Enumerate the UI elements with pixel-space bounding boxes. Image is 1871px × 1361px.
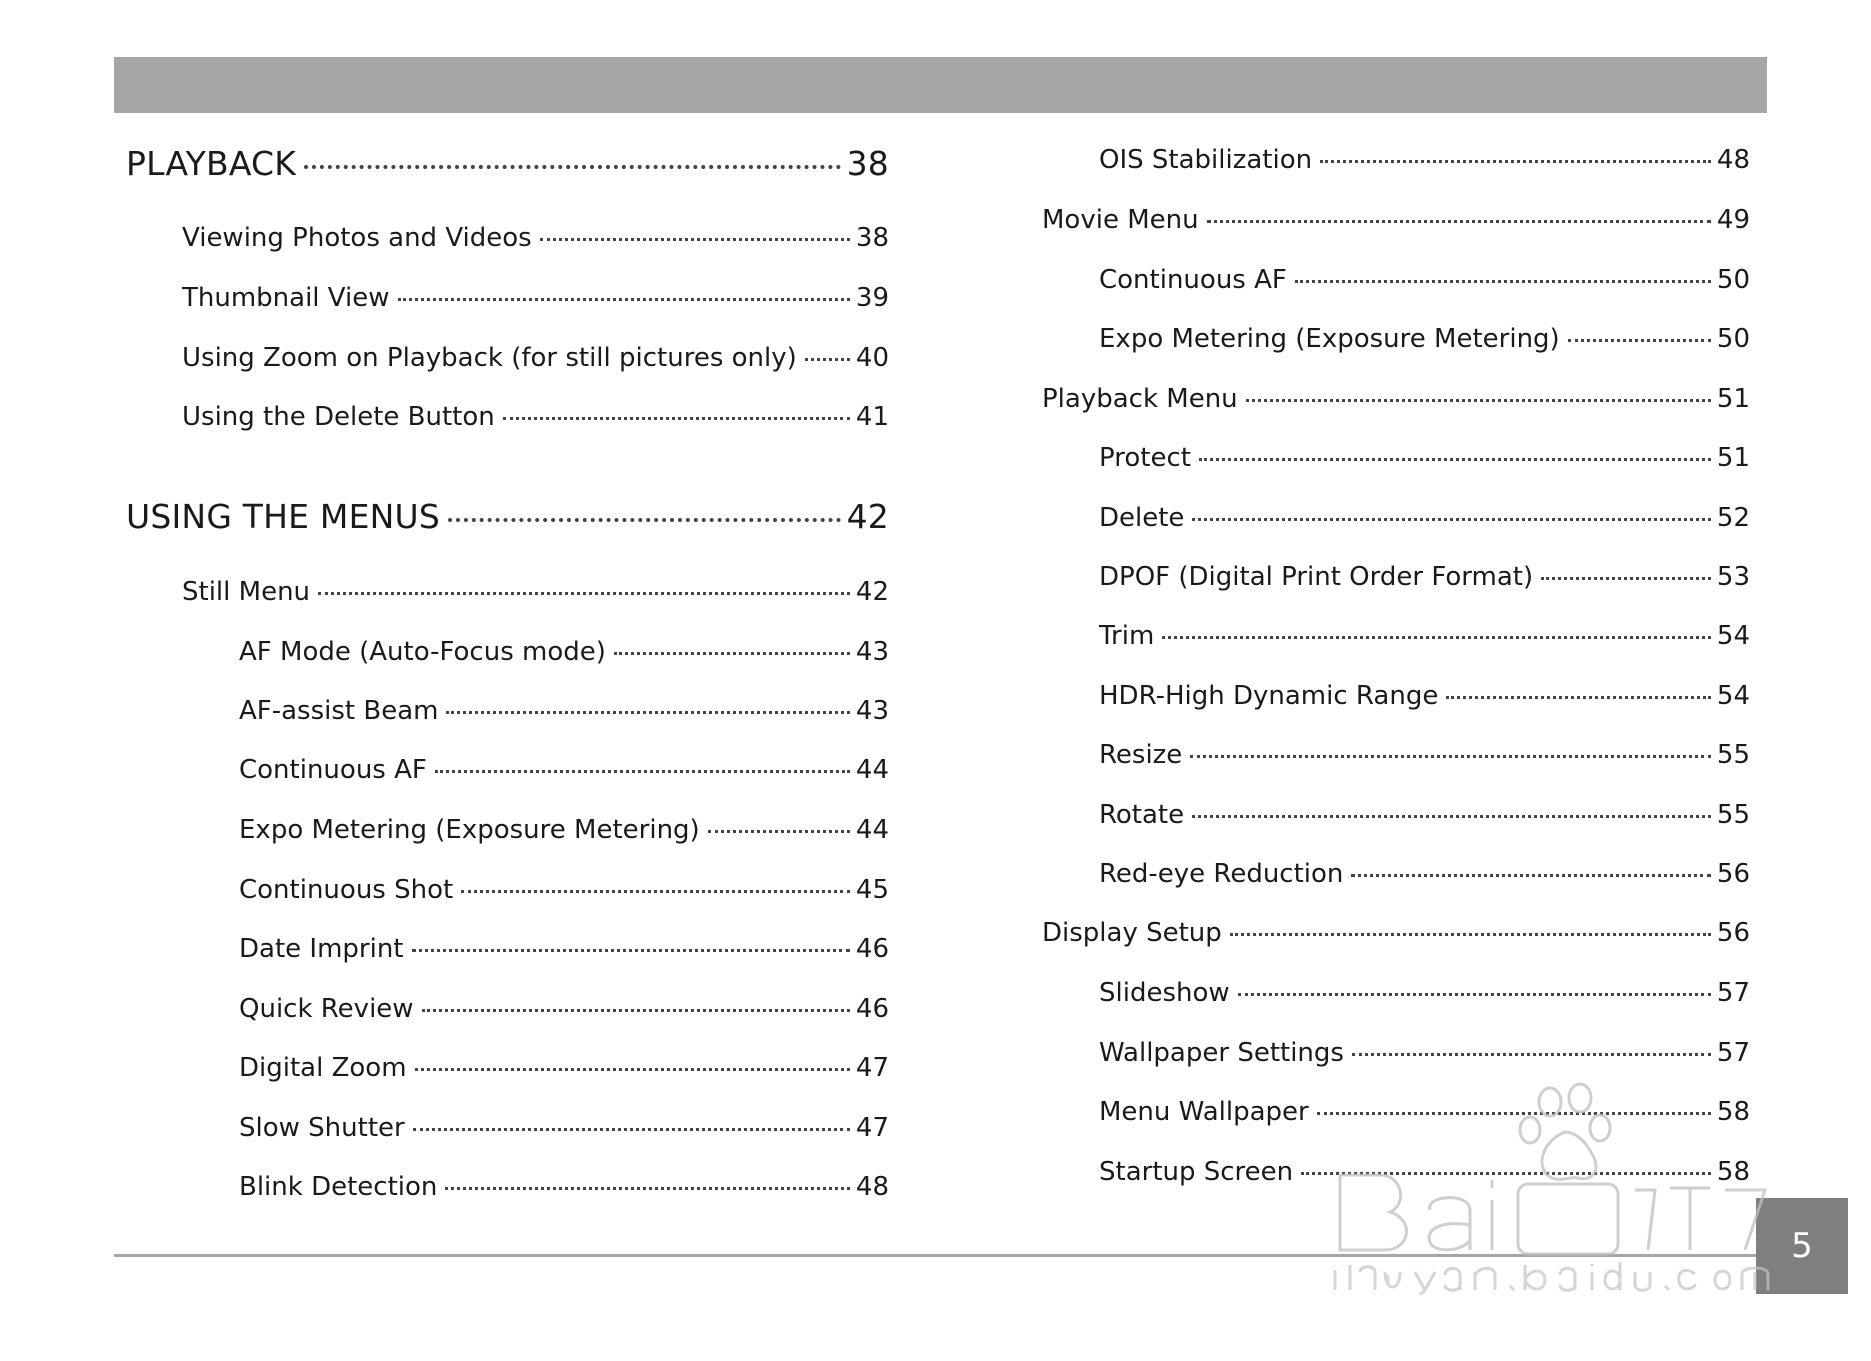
dot-leader	[1190, 755, 1711, 758]
toc-entry-page: 50	[1716, 324, 1750, 354]
toc-entry[interactable]	[1099, 145, 1750, 175]
toc-entry[interactable]	[182, 402, 889, 432]
toc-entry-page: 38	[855, 223, 889, 253]
dot-leader	[461, 890, 850, 893]
toc-entry-page: 43	[855, 637, 889, 667]
dot-leader	[1317, 1112, 1711, 1115]
dot-leader	[445, 1187, 850, 1190]
toc-entry[interactable]	[1099, 562, 1750, 592]
toc-entry-title: Startup Screen	[1099, 1157, 1294, 1187]
toc-entry-title: Playback Menu	[1042, 384, 1238, 414]
toc-entry[interactable]	[1099, 621, 1750, 651]
page-number: 5	[1791, 1226, 1813, 1266]
toc-entry-title: Red-eye Reduction	[1099, 859, 1344, 889]
toc-entry-page: 47	[855, 1053, 889, 1083]
toc-entry[interactable]	[1099, 503, 1750, 533]
toc-entry[interactable]	[239, 994, 889, 1024]
toc-entry-title: Expo Metering (Exposure Metering)	[1099, 324, 1560, 354]
dot-leader	[398, 298, 850, 301]
toc-entry-page: 39	[855, 283, 889, 313]
toc-entry[interactable]	[239, 696, 889, 726]
dot-leader	[708, 830, 850, 833]
toc-entry-page: 46	[855, 994, 889, 1024]
dot-leader	[448, 518, 841, 522]
toc-entry-title: Date Imprint	[239, 934, 404, 964]
toc-entry[interactable]	[1099, 1157, 1750, 1187]
toc-entry-title: AF Mode (Auto-Focus mode)	[239, 637, 606, 667]
toc-entry-title: Wallpaper Settings	[1099, 1038, 1344, 1068]
dot-leader	[1320, 160, 1711, 163]
toc-entry[interactable]	[182, 283, 889, 313]
toc-entry-page: 50	[1716, 265, 1750, 295]
dot-leader	[614, 652, 850, 655]
toc-entry-page: 47	[855, 1113, 889, 1143]
toc-entry-title: Expo Metering (Exposure Metering)	[239, 815, 700, 845]
dot-leader	[446, 711, 849, 714]
toc-entry-page: 42	[855, 577, 889, 607]
toc-entry-title: OIS Stabilization	[1099, 145, 1313, 175]
toc-entry-title: Movie Menu	[1042, 205, 1199, 235]
dot-leader	[805, 358, 850, 361]
toc-entry-page: 51	[1716, 384, 1750, 414]
toc-entry[interactable]	[1099, 681, 1750, 711]
dot-leader	[1207, 220, 1711, 223]
toc-entry-page: 48	[855, 1172, 889, 1202]
toc-entry[interactable]	[1099, 324, 1750, 354]
toc-entry-page: 48	[1716, 145, 1750, 175]
toc-entry[interactable]	[239, 1113, 889, 1143]
toc-entry[interactable]	[239, 755, 889, 785]
toc-entry-title: PLAYBACK	[126, 144, 297, 183]
dot-leader	[1541, 577, 1711, 580]
dot-leader	[413, 1128, 850, 1131]
toc-entry-title: Resize	[1099, 740, 1183, 770]
dot-leader	[1199, 458, 1711, 461]
toc-entry[interactable]	[182, 223, 889, 253]
dot-leader	[1446, 696, 1711, 699]
toc-entry[interactable]	[126, 144, 889, 183]
toc-entry-page: 57	[1716, 1038, 1750, 1068]
toc-entry[interactable]	[1099, 265, 1750, 295]
toc-entry-page: 49	[1716, 205, 1750, 235]
toc-entry-title: DPOF (Digital Print Order Format)	[1099, 562, 1534, 592]
toc-entry-title: AF-assist Beam	[239, 696, 439, 726]
toc-entry[interactable]	[1042, 205, 1750, 235]
toc-entry[interactable]	[239, 815, 889, 845]
dot-leader	[1301, 1172, 1711, 1175]
dot-leader	[1230, 933, 1711, 936]
toc-entry-title: Using the Delete Button	[182, 402, 495, 432]
toc-entry[interactable]	[239, 1053, 889, 1083]
toc-entry-title: Digital Zoom	[239, 1053, 407, 1083]
toc-entry-title: Viewing Photos and Videos	[182, 223, 532, 253]
dot-leader	[435, 770, 850, 773]
toc-entry-page: 54	[1716, 621, 1750, 651]
dot-leader	[304, 165, 840, 169]
toc-entry-page: 56	[1716, 918, 1750, 948]
dot-leader	[1238, 993, 1711, 996]
toc-entry[interactable]	[126, 497, 889, 536]
toc-entry[interactable]	[1042, 918, 1750, 948]
toc-entry-title: Still Menu	[182, 577, 311, 607]
dot-leader	[1192, 815, 1711, 818]
toc-entry-title: Slow Shutter	[239, 1113, 405, 1143]
toc-entry-page: 38	[846, 144, 889, 183]
toc-entry-page: 46	[855, 934, 889, 964]
toc-entry-title: Trim	[1099, 621, 1155, 651]
toc-entry-title: USING THE MENUS	[126, 497, 441, 536]
toc-entry-title: Rotate	[1099, 800, 1185, 830]
toc-entry-title: Thumbnail View	[182, 283, 390, 313]
toc-entry[interactable]	[239, 1172, 889, 1202]
dot-leader	[1295, 280, 1711, 283]
toc-entry-title: Continuous AF	[1099, 265, 1287, 295]
toc-entry-page: 58	[1716, 1157, 1750, 1187]
toc-entry[interactable]	[182, 577, 889, 607]
toc-entry-page: 40	[855, 343, 889, 373]
dot-leader	[422, 1009, 850, 1012]
dot-leader	[412, 949, 850, 952]
dot-leader	[1162, 636, 1711, 639]
dot-leader	[1352, 1053, 1711, 1056]
toc-entry-page: 43	[855, 696, 889, 726]
toc-entry-page: 56	[1716, 859, 1750, 889]
toc-entry-title: Menu Wallpaper	[1099, 1097, 1309, 1127]
toc-entry[interactable]	[1099, 740, 1750, 770]
toc-entry[interactable]	[1099, 800, 1750, 830]
toc-entry-title: Display Setup	[1042, 918, 1222, 948]
toc-entry[interactable]	[239, 637, 889, 667]
toc-entry-page: 55	[1716, 740, 1750, 770]
toc-entry-title: Quick Review	[239, 994, 414, 1024]
toc-entry[interactable]	[1099, 978, 1750, 1008]
toc-entry-page: 54	[1716, 681, 1750, 711]
toc-entry[interactable]	[1099, 1038, 1750, 1068]
toc-entry-title: Blink Detection	[239, 1172, 438, 1202]
toc-entry[interactable]	[182, 343, 889, 373]
toc-entry-page: 44	[855, 815, 889, 845]
toc-entry-title: Slideshow	[1099, 978, 1230, 1008]
toc-entry-title: Delete	[1099, 503, 1185, 533]
toc-entry-page: 58	[1716, 1097, 1750, 1127]
toc-entry-title: Protect	[1099, 443, 1191, 473]
toc-entry-page: 52	[1716, 503, 1750, 533]
toc-entry-page: 55	[1716, 800, 1750, 830]
dot-leader	[1351, 874, 1711, 877]
dot-leader	[415, 1068, 850, 1071]
dot-leader	[1568, 339, 1711, 342]
dot-leader	[1192, 518, 1710, 521]
toc-entry-page: 53	[1716, 562, 1750, 592]
dot-leader	[540, 238, 850, 241]
dot-leader	[503, 417, 850, 420]
toc-entry-page: 41	[855, 402, 889, 432]
toc-entry-page: 42	[846, 497, 889, 536]
page-number-box	[1756, 1198, 1848, 1294]
toc-entry-page: 57	[1716, 978, 1750, 1008]
toc-entry[interactable]	[239, 934, 889, 964]
toc-entry-title: HDR-High Dynamic Range	[1099, 681, 1439, 711]
header-band	[114, 57, 1767, 113]
toc-entry-title: Using Zoom on Playback (for still pictures only)	[182, 343, 797, 373]
toc-entry-page: 44	[855, 755, 889, 785]
toc-entry[interactable]	[1099, 1097, 1750, 1127]
toc-entry-title: Continuous AF	[239, 755, 427, 785]
toc-entry[interactable]	[1042, 384, 1750, 414]
dot-leader	[318, 592, 850, 595]
dot-leader	[1246, 399, 1711, 402]
toc-entry-page: 45	[855, 875, 889, 905]
toc-entry[interactable]	[239, 875, 889, 905]
toc-entry-title: Continuous Shot	[239, 875, 454, 905]
footer-rule	[114, 1254, 1764, 1257]
toc-entry[interactable]	[1099, 859, 1750, 889]
toc-entry[interactable]	[1099, 443, 1750, 473]
toc-entry-page: 51	[1716, 443, 1750, 473]
